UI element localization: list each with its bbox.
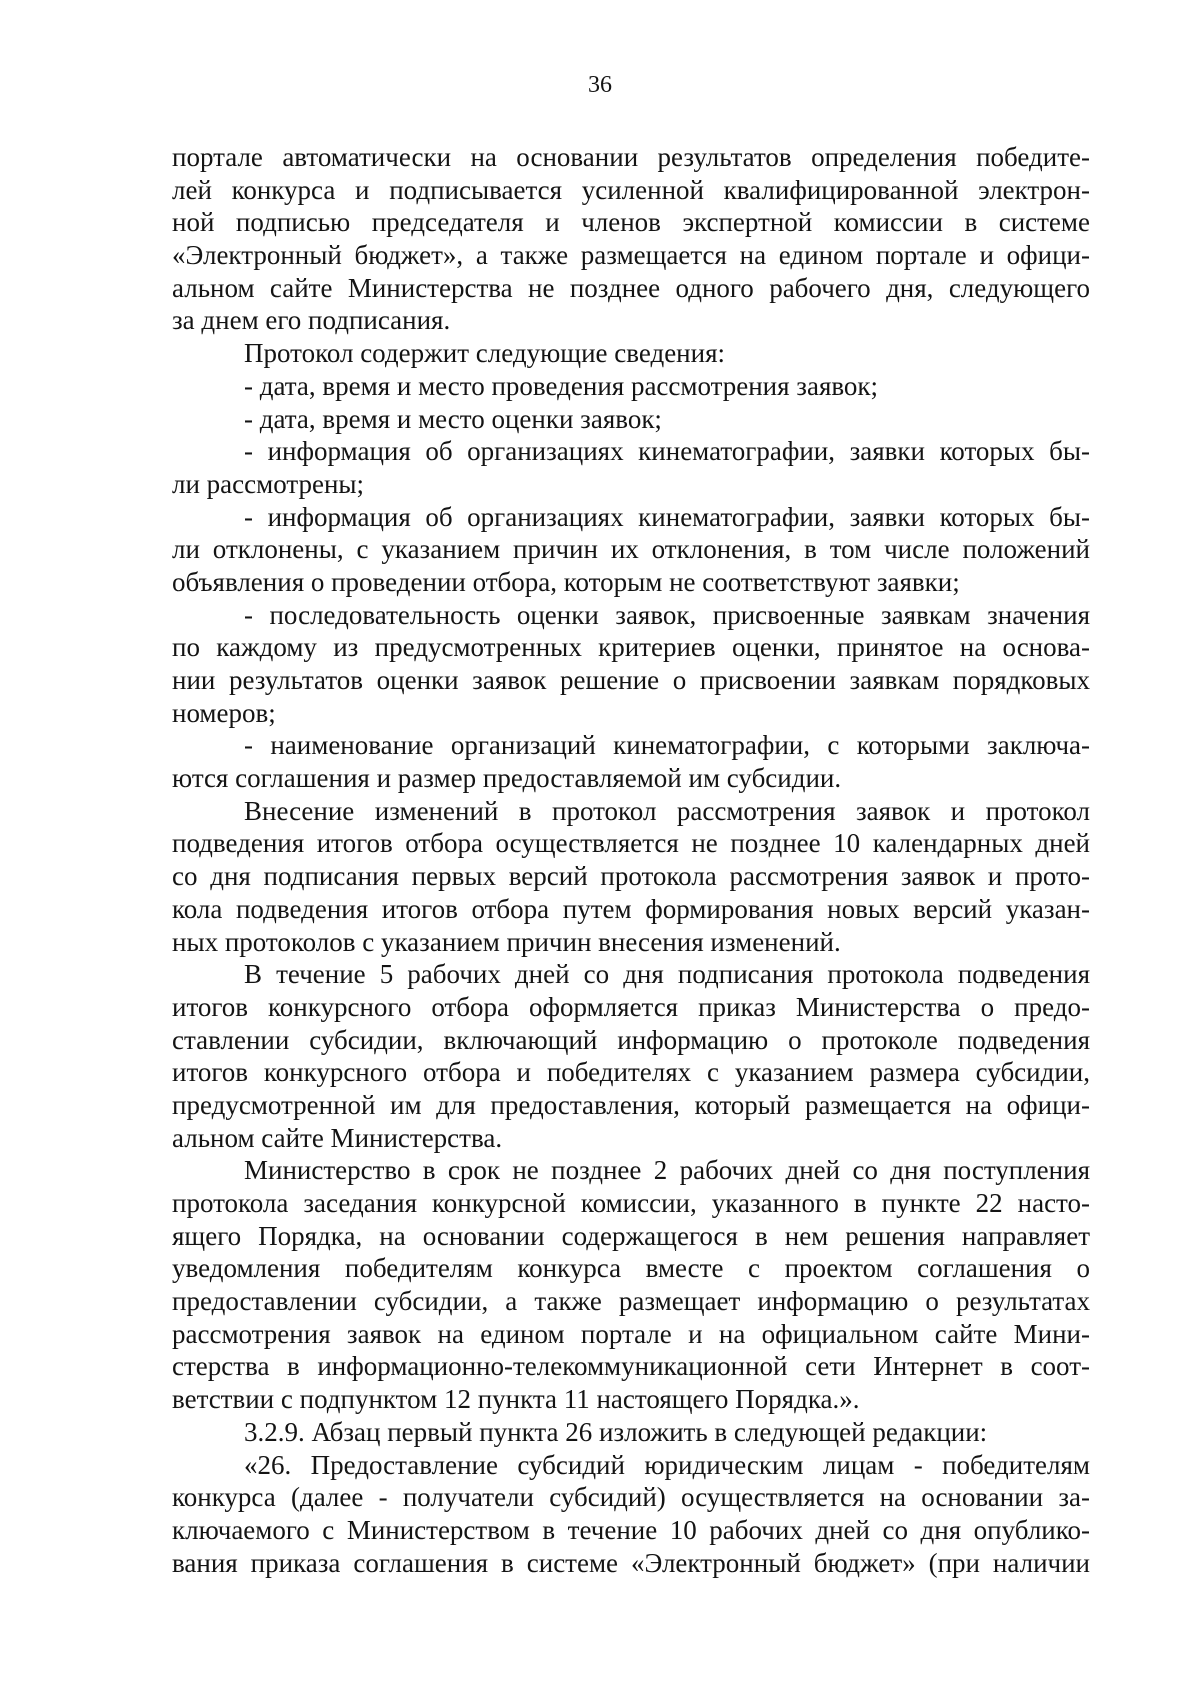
text-line: ются соглашения и размер предоставляемой им субсидии. <box>172 763 842 794</box>
text-line: В течение 5 рабочих дней со дня подписания протокола подведения <box>244 959 1090 990</box>
text-line: конкурса (далее - получатели субсидий) осуществляется на основании за- <box>172 1482 1090 1513</box>
text-line: стерства в информационно-телекоммуникационной сети Интернет в соот- <box>172 1351 1090 1382</box>
text-line: объявления о проведении отбора, которым не соответствуют заявки; <box>172 566 960 597</box>
text-line: «26. Предоставление субсидий юридическим лицам - победителям <box>244 1449 1090 1480</box>
text-line: уведомления победителям конкурса вместе с проектом соглашения о <box>172 1253 1090 1284</box>
text-line: альном сайте Министерства. <box>172 1122 503 1153</box>
text-line: ли отклонены, с указанием причин их отклонения, в том числе положений <box>172 534 1090 565</box>
text-line: 3.2.9. Абзац первый пункта 26 изложить в следующей редакции: <box>244 1416 988 1447</box>
text-line: протокола заседания конкурсной комиссии, указанного в пункте 22 насто- <box>172 1188 1090 1218</box>
text-line: Министерство в срок не позднее 2 рабочих дней со дня поступления <box>244 1155 1090 1186</box>
text-line: Внесение изменений в протокол рассмотрения заявок и протокол <box>244 795 1090 826</box>
text-line: ключаемого с Министерством в течение 10 рабочих дней со дня опублико- <box>172 1514 1090 1545</box>
text-line: по каждому из предусмотренных критериев оценки, принятое на основа- <box>172 632 1090 663</box>
text-line: ных протоколов с указанием причин внесения изменений. <box>172 926 841 957</box>
text-line: кола подведения итогов отбора путем формирования новых версий указан- <box>172 893 1090 924</box>
text-line: - информация об организациях кинематографии, заявки которых бы- <box>244 501 1090 532</box>
text-line: лей конкурса и подписывается усиленной квалифицированной электрон- <box>172 174 1090 205</box>
text-line: подведения итогов отбора осуществляется не позднее 10 календарных дней <box>172 828 1090 859</box>
text-line: предоставлении субсидии, а также размещает информацию о результатах <box>172 1286 1090 1317</box>
text-line: номеров; <box>172 697 276 728</box>
text-line: ной подписью председателя и членов экспертной комиссии в системе <box>172 207 1090 238</box>
text-line: «Электронный бюджет», а также размещается на едином портале и офици- <box>172 240 1090 271</box>
text-line: Протокол содержит следующие сведения: <box>244 338 725 369</box>
document-body <box>172 141 1090 1579</box>
text-line: - дата, время и место оценки заявок; <box>244 403 662 434</box>
text-line: - дата, время и место проведения рассмотрения заявок; <box>244 370 879 401</box>
text-line: ставлении субсидии, включающий информацию о протоколе подведения <box>172 1024 1090 1055</box>
text-line: со дня подписания первых версий протокола рассмотрения заявок и прото- <box>172 861 1090 892</box>
text-line: ли рассмотрены; <box>172 468 365 499</box>
text-line: вания приказа соглашения в системе «Электронный бюджет» (при наличии <box>172 1547 1090 1578</box>
text-line: - наименование организаций кинематографии, с которыми заключа- <box>244 730 1090 761</box>
page-number: 36 <box>588 72 612 98</box>
text-line: рассмотрения заявок на едином портале и на официальном сайте Мини- <box>172 1318 1090 1349</box>
text-line: - последовательность оценки заявок, присвоенные заявкам значения <box>244 599 1090 630</box>
text-line: нии результатов оценки заявок решение о присвоении заявкам порядковых <box>172 665 1090 695</box>
text-line: - информация об организациях кинематографии, заявки которых бы- <box>244 436 1090 467</box>
text-line: альном сайте Министерства не позднее одного рабочего дня, следующего <box>172 272 1090 303</box>
text-line: ветствии с подпунктом 12 пункта 11 настоящего Порядка.». <box>172 1384 860 1415</box>
text-line: портале автоматически на основании результатов определения победите- <box>172 142 1090 172</box>
text-line: итогов конкурсного отбора и победителях с указанием размера субсидии, <box>172 1057 1090 1088</box>
text-line: ящего Порядка, на основании содержащегося в нем решения направляет <box>172 1220 1090 1251</box>
text-line: итогов конкурсного отбора оформляется приказ Министерства о предо- <box>172 991 1090 1022</box>
text-line: предусмотренной им для предоставления, который размещается на офици- <box>172 1089 1090 1120</box>
text-line: за днем его подписания. <box>172 305 451 336</box>
